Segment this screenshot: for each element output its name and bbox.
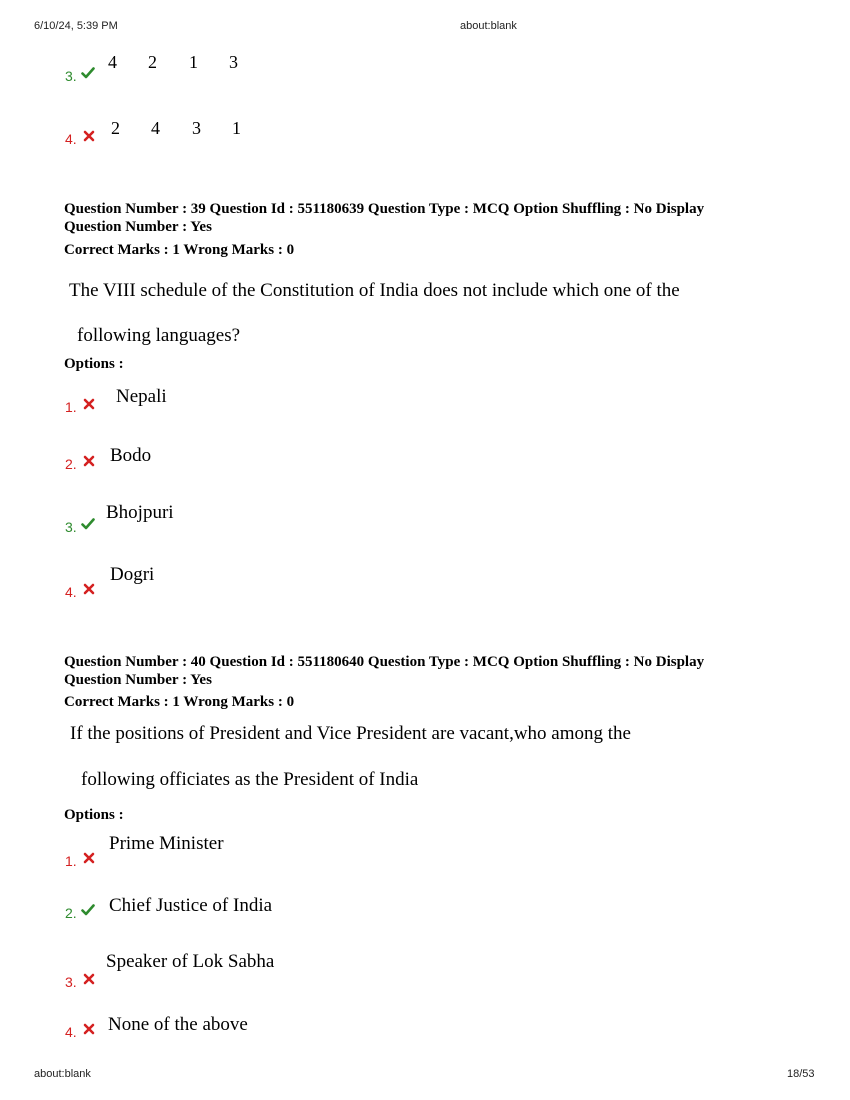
- sequence-value: 4: [108, 52, 117, 72]
- sequence-value: 1: [232, 118, 241, 138]
- check-icon: [81, 66, 95, 80]
- print-title: about:blank: [460, 20, 517, 32]
- option-number: 3.: [65, 974, 77, 990]
- option-number: 4.: [65, 131, 77, 147]
- option-number: 4.: [65, 1024, 77, 1040]
- question-meta-display: Question Number : Yes: [64, 219, 212, 235]
- option-text: Nepali: [116, 386, 167, 407]
- question-meta: Question Number : 40 Question Id : 551180640 Question Type : MCQ Option Shuffling : No Display: [64, 654, 705, 670]
- question-marks: Correct Marks : 1 Wrong Marks : 0: [64, 242, 295, 258]
- option-text: None of the above: [108, 1014, 248, 1035]
- question-text: The VIII schedule of the Constitution of India does not include which one of the: [69, 280, 680, 301]
- question-text: following languages?: [77, 325, 241, 346]
- cross-icon: [82, 582, 96, 596]
- option-text: Prime Minister: [109, 833, 224, 854]
- options-label: Options :: [64, 807, 124, 823]
- sequence-value: 3: [192, 118, 201, 138]
- cross-icon: [82, 454, 96, 468]
- option-number: 2.: [65, 456, 77, 472]
- option-number: 3.: [65, 68, 77, 84]
- cross-icon: [82, 397, 96, 411]
- option-text: Bhojpuri: [106, 502, 174, 523]
- question-marks: Correct Marks : 1 Wrong Marks : 0: [64, 694, 295, 710]
- print-footer-url: about:blank: [34, 1068, 91, 1080]
- question-meta-display: Question Number : Yes: [64, 672, 212, 688]
- cross-icon: [82, 972, 96, 986]
- sequence-value: 1: [189, 52, 198, 72]
- check-icon: [81, 517, 95, 531]
- option-text: Speaker of Lok Sabha: [106, 951, 275, 972]
- question-meta: Question Number : 39 Question Id : 551180639 Question Type : MCQ Option Shuffling : No Display: [64, 201, 705, 217]
- option-text: Bodo: [110, 445, 152, 466]
- check-icon: [81, 903, 95, 917]
- option-text: Chief Justice of India: [109, 895, 273, 916]
- option-number: 2.: [65, 905, 77, 921]
- option-text: Dogri: [110, 564, 155, 585]
- sequence-value: 2: [111, 118, 120, 138]
- sequence-value: 3: [229, 52, 238, 72]
- sequence-value: 2: [148, 52, 157, 72]
- question-text: following officiates as the President of India: [81, 769, 419, 790]
- options-label: Options :: [64, 356, 124, 372]
- option-number: 4.: [65, 584, 77, 600]
- cross-icon: [82, 1022, 96, 1036]
- question-text: If the positions of President and Vice President are vacant,who among the: [70, 723, 631, 744]
- option-number: 1.: [65, 399, 77, 415]
- option-number: 3.: [65, 519, 77, 535]
- page-number: 18/53: [787, 1068, 815, 1080]
- sequence-value: 4: [151, 118, 160, 138]
- cross-icon: [82, 129, 96, 143]
- cross-icon: [82, 851, 96, 865]
- print-datetime: 6/10/24, 5:39 PM: [34, 20, 118, 32]
- option-number: 1.: [65, 853, 77, 869]
